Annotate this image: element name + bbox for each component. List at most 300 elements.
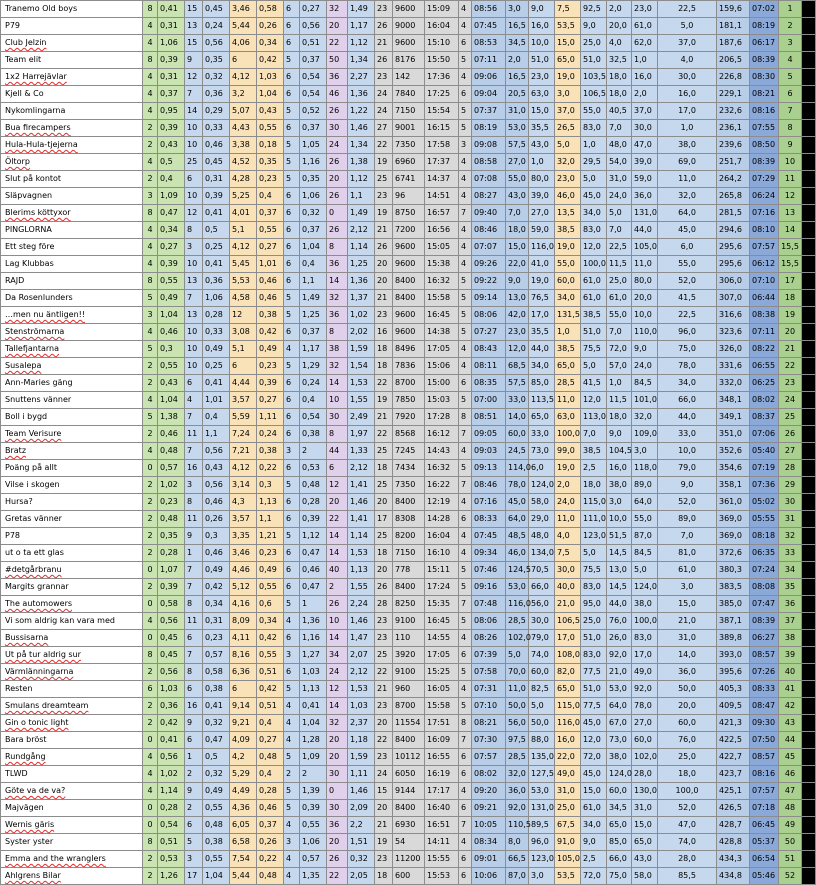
- value-cell[interactable]: 1,25: [300, 307, 327, 324]
- value-cell[interactable]: 1,46: [348, 494, 375, 511]
- value-cell[interactable]: 7,5: [555, 545, 581, 562]
- value-cell[interactable]: 11554: [393, 715, 425, 732]
- value-cell[interactable]: 6: [459, 800, 472, 817]
- rank-cell[interactable]: 21: [779, 341, 802, 358]
- value-cell[interactable]: 15:35: [425, 596, 459, 613]
- value-cell[interactable]: 44,0: [529, 341, 555, 358]
- rank-cell[interactable]: 32: [779, 528, 802, 545]
- value-cell[interactable]: 36: [327, 256, 348, 273]
- value-cell[interactable]: 36: [327, 69, 348, 86]
- rank-cell[interactable]: 45: [779, 749, 802, 766]
- value-cell[interactable]: 4,58: [230, 290, 257, 307]
- value-cell[interactable]: 08:19: [750, 18, 779, 35]
- value-cell[interactable]: 1,18: [348, 732, 375, 749]
- team-name-cell[interactable]: Poäng på allt: [1, 460, 143, 477]
- value-cell[interactable]: 18: [375, 358, 393, 375]
- value-cell[interactable]: 15: [375, 783, 393, 800]
- value-cell[interactable]: 50: [327, 52, 348, 69]
- value-cell[interactable]: 18,0: [607, 69, 632, 86]
- value-cell[interactable]: 36: [327, 307, 348, 324]
- value-cell[interactable]: 16:04: [425, 18, 459, 35]
- value-cell[interactable]: 142: [393, 69, 425, 86]
- value-cell[interactable]: 9: [185, 528, 203, 545]
- value-cell[interactable]: 26: [375, 52, 393, 69]
- value-cell[interactable]: 31,0: [658, 630, 717, 647]
- value-cell[interactable]: 0,45: [203, 1, 230, 18]
- value-cell[interactable]: 2,07: [348, 647, 375, 664]
- value-cell[interactable]: 32,0: [632, 409, 658, 426]
- value-cell[interactable]: 5,0: [529, 698, 555, 715]
- value-cell[interactable]: 37,0: [658, 35, 717, 52]
- team-name-cell[interactable]: ut o ta ett glas: [1, 545, 143, 562]
- value-cell[interactable]: 47,0: [658, 817, 717, 834]
- value-cell[interactable]: 43,0: [506, 188, 529, 205]
- value-cell[interactable]: 45,0: [581, 188, 607, 205]
- value-cell[interactable]: 12: [327, 681, 348, 698]
- value-cell[interactable]: 6: [284, 1, 300, 18]
- value-cell[interactable]: 0,22: [257, 851, 284, 868]
- value-cell[interactable]: 0,46: [203, 494, 230, 511]
- value-cell[interactable]: 55,0: [555, 256, 581, 273]
- value-cell[interactable]: 1,29: [300, 358, 327, 375]
- team-name-cell[interactable]: Majvägen: [1, 800, 143, 817]
- value-cell[interactable]: 11,0: [632, 256, 658, 273]
- team-name-cell[interactable]: Wernis gäris: [1, 817, 143, 834]
- value-cell[interactable]: 50,0: [529, 715, 555, 732]
- value-cell[interactable]: 56,0: [506, 715, 529, 732]
- value-cell[interactable]: 15:58: [425, 698, 459, 715]
- value-cell[interactable]: 0,18: [257, 137, 284, 154]
- rank-cell[interactable]: 18: [779, 290, 802, 307]
- value-cell[interactable]: [802, 154, 816, 171]
- value-cell[interactable]: 0,33: [203, 120, 230, 137]
- value-cell[interactable]: 15,0: [581, 783, 607, 800]
- value-cell[interactable]: 2,2: [348, 817, 375, 834]
- value-cell[interactable]: 4: [143, 18, 158, 35]
- value-cell[interactable]: 3,0: [529, 868, 555, 885]
- rank-cell[interactable]: 44: [779, 732, 802, 749]
- value-cell[interactable]: 0,51: [300, 35, 327, 52]
- value-cell[interactable]: 0,41: [203, 205, 230, 222]
- value-cell[interactable]: 130,0: [632, 783, 658, 800]
- value-cell[interactable]: 82,5: [529, 681, 555, 698]
- value-cell[interactable]: 1,03: [158, 681, 185, 698]
- value-cell[interactable]: 1,49: [300, 290, 327, 307]
- value-cell[interactable]: 16:19: [425, 766, 459, 783]
- rank-cell[interactable]: 40: [779, 664, 802, 681]
- value-cell[interactable]: 76,0: [607, 613, 632, 630]
- value-cell[interactable]: 123,0: [581, 528, 607, 545]
- value-cell[interactable]: 111,0: [581, 511, 607, 528]
- value-cell[interactable]: 57,5: [506, 375, 529, 392]
- value-cell[interactable]: 0,58: [158, 596, 185, 613]
- value-cell[interactable]: 0,54: [300, 86, 327, 103]
- value-cell[interactable]: 0,48: [158, 511, 185, 528]
- value-cell[interactable]: 30: [327, 409, 348, 426]
- team-name-cell[interactable]: Vilse i skogen: [1, 477, 143, 494]
- value-cell[interactable]: 0,58: [203, 664, 230, 681]
- value-cell[interactable]: 187,6: [717, 35, 750, 52]
- value-cell[interactable]: 44,0: [632, 222, 658, 239]
- value-cell[interactable]: 12: [185, 205, 203, 222]
- value-cell[interactable]: 778: [393, 562, 425, 579]
- value-cell[interactable]: 21,0: [607, 664, 632, 681]
- team-name-cell[interactable]: Hula-Hula-tjejerna: [1, 137, 143, 154]
- value-cell[interactable]: 40,0: [555, 579, 581, 596]
- team-name-cell[interactable]: Tranemo Old boys: [1, 1, 143, 18]
- value-cell[interactable]: 65,0: [607, 817, 632, 834]
- value-cell[interactable]: [802, 732, 816, 749]
- value-cell[interactable]: 34,0: [581, 817, 607, 834]
- value-cell[interactable]: 6: [284, 188, 300, 205]
- value-cell[interactable]: 110,0: [632, 324, 658, 341]
- value-cell[interactable]: [802, 86, 816, 103]
- value-cell[interactable]: 0,27: [257, 732, 284, 749]
- value-cell[interactable]: 40,5: [607, 103, 632, 120]
- value-cell[interactable]: 0,51: [158, 834, 185, 851]
- value-cell[interactable]: 16,5: [506, 18, 529, 35]
- value-cell[interactable]: 0,4: [203, 409, 230, 426]
- value-cell[interactable]: 0,51: [257, 664, 284, 681]
- value-cell[interactable]: 5: [459, 103, 472, 120]
- value-cell[interactable]: 05:40: [750, 443, 779, 460]
- value-cell[interactable]: [802, 307, 816, 324]
- value-cell[interactable]: 17:36: [425, 69, 459, 86]
- value-cell[interactable]: 4: [459, 358, 472, 375]
- value-cell[interactable]: 0,42: [257, 630, 284, 647]
- value-cell[interactable]: 08:22: [750, 341, 779, 358]
- value-cell[interactable]: 1,36: [300, 613, 327, 630]
- value-cell[interactable]: 2: [143, 477, 158, 494]
- value-cell[interactable]: 2,37: [348, 715, 375, 732]
- value-cell[interactable]: 96: [393, 188, 425, 205]
- value-cell[interactable]: 4: [143, 613, 158, 630]
- value-cell[interactable]: 7200: [393, 222, 425, 239]
- value-cell[interactable]: 348,1: [717, 392, 750, 409]
- value-cell[interactable]: 6050: [393, 766, 425, 783]
- rank-cell[interactable]: 15,5: [779, 239, 802, 256]
- value-cell[interactable]: 23: [375, 851, 393, 868]
- value-cell[interactable]: 0,27: [257, 239, 284, 256]
- value-cell[interactable]: 0,28: [300, 494, 327, 511]
- value-cell[interactable]: 1,41: [348, 477, 375, 494]
- value-cell[interactable]: 1,0: [581, 137, 607, 154]
- value-cell[interactable]: 45,0: [506, 494, 529, 511]
- value-cell[interactable]: 6: [284, 324, 300, 341]
- value-cell[interactable]: 14: [327, 545, 348, 562]
- value-cell[interactable]: 5,25: [230, 188, 257, 205]
- value-cell[interactable]: 5: [284, 528, 300, 545]
- value-cell[interactable]: 1,54: [348, 358, 375, 375]
- value-cell[interactable]: 0,39: [300, 511, 327, 528]
- value-cell[interactable]: 21: [375, 290, 393, 307]
- value-cell[interactable]: 14:51: [425, 188, 459, 205]
- value-cell[interactable]: 294,6: [717, 222, 750, 239]
- value-cell[interactable]: 6: [284, 426, 300, 443]
- value-cell[interactable]: 32: [327, 715, 348, 732]
- value-cell[interactable]: 09:30: [750, 715, 779, 732]
- value-cell[interactable]: 3,14: [230, 477, 257, 494]
- value-cell[interactable]: [802, 868, 816, 885]
- value-cell[interactable]: 07:57: [472, 749, 506, 766]
- value-cell[interactable]: 3: [459, 137, 472, 154]
- value-cell[interactable]: 8400: [393, 800, 425, 817]
- value-cell[interactable]: 05:37: [750, 834, 779, 851]
- value-cell[interactable]: 0,42: [257, 324, 284, 341]
- value-cell[interactable]: 1,12: [348, 35, 375, 52]
- value-cell[interactable]: 7836: [393, 358, 425, 375]
- value-cell[interactable]: 26: [327, 188, 348, 205]
- value-cell[interactable]: 65,0: [555, 52, 581, 69]
- value-cell[interactable]: 28: [375, 596, 393, 613]
- value-cell[interactable]: 4: [459, 834, 472, 851]
- value-cell[interactable]: 4,06: [230, 35, 257, 52]
- value-cell[interactable]: [802, 562, 816, 579]
- value-cell[interactable]: 1,47: [348, 630, 375, 647]
- value-cell[interactable]: 1,51: [348, 834, 375, 851]
- value-cell[interactable]: 19: [375, 834, 393, 851]
- value-cell[interactable]: 1,39: [300, 783, 327, 800]
- value-cell[interactable]: 600: [393, 868, 425, 885]
- value-cell[interactable]: 61,0: [581, 273, 607, 290]
- value-cell[interactable]: 18: [375, 341, 393, 358]
- value-cell[interactable]: 6: [459, 375, 472, 392]
- value-cell[interactable]: 5: [284, 171, 300, 188]
- value-cell[interactable]: 9100: [393, 613, 425, 630]
- value-cell[interactable]: 0: [143, 562, 158, 579]
- value-cell[interactable]: 9: [185, 783, 203, 800]
- value-cell[interactable]: 0,29: [203, 103, 230, 120]
- value-cell[interactable]: 19: [375, 205, 393, 222]
- value-cell[interactable]: 89,5: [529, 817, 555, 834]
- value-cell[interactable]: 7150: [393, 103, 425, 120]
- value-cell[interactable]: 6: [230, 52, 257, 69]
- value-cell[interactable]: 6: [284, 409, 300, 426]
- value-cell[interactable]: 07:55: [750, 120, 779, 137]
- value-cell[interactable]: [802, 239, 816, 256]
- value-cell[interactable]: 6: [284, 18, 300, 35]
- value-cell[interactable]: 91,0: [555, 834, 581, 851]
- team-name-cell[interactable]: The automowers: [1, 596, 143, 613]
- value-cell[interactable]: 6: [284, 545, 300, 562]
- value-cell[interactable]: 0,52: [300, 103, 327, 120]
- value-cell[interactable]: 100,0: [581, 256, 607, 273]
- value-cell[interactable]: 425,1: [717, 783, 750, 800]
- value-cell[interactable]: 7,24: [230, 426, 257, 443]
- value-cell[interactable]: 60,0: [555, 273, 581, 290]
- value-cell[interactable]: 1: [185, 749, 203, 766]
- value-cell[interactable]: 6: [284, 511, 300, 528]
- value-cell[interactable]: [802, 18, 816, 35]
- value-cell[interactable]: 66,0: [607, 851, 632, 868]
- value-cell[interactable]: 87,0: [632, 528, 658, 545]
- value-cell[interactable]: 16:56: [425, 222, 459, 239]
- rank-cell[interactable]: 49: [779, 817, 802, 834]
- value-cell[interactable]: [802, 188, 816, 205]
- value-cell[interactable]: 16:45: [425, 307, 459, 324]
- value-cell[interactable]: 50,0: [658, 681, 717, 698]
- value-cell[interactable]: 60,0: [632, 732, 658, 749]
- value-cell[interactable]: 6: [459, 851, 472, 868]
- value-cell[interactable]: 19,0: [555, 460, 581, 477]
- rank-cell[interactable]: 31: [779, 511, 802, 528]
- value-cell[interactable]: [802, 664, 816, 681]
- value-cell[interactable]: 08:33: [472, 511, 506, 528]
- value-cell[interactable]: 14: [327, 528, 348, 545]
- value-cell[interactable]: 6: [284, 273, 300, 290]
- value-cell[interactable]: 331,6: [717, 358, 750, 375]
- value-cell[interactable]: 29,5: [581, 154, 607, 171]
- value-cell[interactable]: 08:46: [472, 222, 506, 239]
- value-cell[interactable]: 4,43: [230, 120, 257, 137]
- value-cell[interactable]: 09:21: [472, 800, 506, 817]
- value-cell[interactable]: 22,5: [607, 239, 632, 256]
- value-cell[interactable]: 0,34: [257, 613, 284, 630]
- value-cell[interactable]: 4,09: [230, 732, 257, 749]
- value-cell[interactable]: 11,5: [607, 392, 632, 409]
- value-cell[interactable]: 383,5: [717, 579, 750, 596]
- value-cell[interactable]: 422,5: [717, 732, 750, 749]
- value-cell[interactable]: 108,0: [555, 647, 581, 664]
- value-cell[interactable]: 07:50: [750, 732, 779, 749]
- value-cell[interactable]: 106,5: [555, 613, 581, 630]
- value-cell[interactable]: 14: [327, 273, 348, 290]
- value-cell[interactable]: 47,0: [632, 137, 658, 154]
- value-cell[interactable]: 5,0: [581, 545, 607, 562]
- value-cell[interactable]: 25,0: [581, 613, 607, 630]
- rank-cell[interactable]: 9: [779, 137, 802, 154]
- team-name-cell[interactable]: Resten: [1, 681, 143, 698]
- value-cell[interactable]: 22: [327, 868, 348, 885]
- value-cell[interactable]: 1,53: [348, 681, 375, 698]
- value-cell[interactable]: 0: [327, 783, 348, 800]
- value-cell[interactable]: 27,0: [529, 205, 555, 222]
- team-name-cell[interactable]: …men nu äntligen!!: [1, 307, 143, 324]
- value-cell[interactable]: 4: [459, 222, 472, 239]
- value-cell[interactable]: 80,0: [529, 171, 555, 188]
- value-cell[interactable]: [802, 120, 816, 137]
- value-cell[interactable]: 09:14: [472, 290, 506, 307]
- value-cell[interactable]: 61,0: [581, 800, 607, 817]
- value-cell[interactable]: 110,5: [506, 817, 529, 834]
- value-cell[interactable]: 2,0: [607, 1, 632, 18]
- rank-cell[interactable]: 23: [779, 375, 802, 392]
- value-cell[interactable]: 08:39: [750, 154, 779, 171]
- value-cell[interactable]: 0,25: [203, 239, 230, 256]
- value-cell[interactable]: 09:20: [472, 783, 506, 800]
- value-cell[interactable]: 4: [459, 188, 472, 205]
- value-cell[interactable]: 31,0: [555, 783, 581, 800]
- value-cell[interactable]: 23,0: [555, 171, 581, 188]
- value-cell[interactable]: 0,48: [300, 477, 327, 494]
- value-cell[interactable]: 1,59: [348, 749, 375, 766]
- value-cell[interactable]: 1: [300, 596, 327, 613]
- value-cell[interactable]: 0,23: [203, 630, 230, 647]
- value-cell[interactable]: 0,56: [203, 35, 230, 52]
- value-cell[interactable]: 358,1: [717, 477, 750, 494]
- value-cell[interactable]: 7840: [393, 86, 425, 103]
- value-cell[interactable]: [802, 460, 816, 477]
- value-cell[interactable]: [802, 103, 816, 120]
- value-cell[interactable]: 0,55: [257, 120, 284, 137]
- rank-cell[interactable]: 39: [779, 647, 802, 664]
- value-cell[interactable]: 46,0: [506, 545, 529, 562]
- value-cell[interactable]: 24,0: [632, 358, 658, 375]
- value-cell[interactable]: 380,3: [717, 562, 750, 579]
- value-cell[interactable]: 11,0: [506, 681, 529, 698]
- value-cell[interactable]: 2,27: [348, 69, 375, 86]
- value-cell[interactable]: 1,09: [158, 188, 185, 205]
- value-cell[interactable]: 9,14: [230, 698, 257, 715]
- rank-cell[interactable]: 27: [779, 443, 802, 460]
- value-cell[interactable]: 23: [375, 188, 393, 205]
- value-cell[interactable]: 6: [459, 868, 472, 885]
- value-cell[interactable]: 07:08: [472, 171, 506, 188]
- rank-cell[interactable]: 1: [779, 1, 802, 18]
- value-cell[interactable]: 5: [284, 307, 300, 324]
- value-cell[interactable]: 0,46: [300, 562, 327, 579]
- team-name-cell[interactable]: RAJD: [1, 273, 143, 290]
- value-cell[interactable]: 60,0: [529, 664, 555, 681]
- value-cell[interactable]: 82,0: [555, 664, 581, 681]
- value-cell[interactable]: 22,5: [658, 1, 717, 18]
- value-cell[interactable]: 1,04: [300, 239, 327, 256]
- value-cell[interactable]: 4: [459, 256, 472, 273]
- value-cell[interactable]: 0,5: [158, 154, 185, 171]
- value-cell[interactable]: 1,01: [257, 256, 284, 273]
- value-cell[interactable]: 124,0: [529, 477, 555, 494]
- value-cell[interactable]: 33,0: [658, 426, 717, 443]
- value-cell[interactable]: 265,8: [717, 188, 750, 205]
- value-cell[interactable]: 78,0: [632, 698, 658, 715]
- rank-cell[interactable]: 52: [779, 868, 802, 885]
- value-cell[interactable]: 14:37: [425, 171, 459, 188]
- value-cell[interactable]: 6: [284, 664, 300, 681]
- value-cell[interactable]: 6: [459, 766, 472, 783]
- value-cell[interactable]: 10: [185, 188, 203, 205]
- team-name-cell[interactable]: Slut på kontot: [1, 171, 143, 188]
- value-cell[interactable]: 55,0: [607, 307, 632, 324]
- value-cell[interactable]: 10,0: [658, 443, 717, 460]
- value-cell[interactable]: 6,0: [529, 460, 555, 477]
- value-cell[interactable]: 1,03: [300, 664, 327, 681]
- value-cell[interactable]: 2,5: [581, 851, 607, 868]
- value-cell[interactable]: 2,24: [348, 596, 375, 613]
- value-cell[interactable]: 42,0: [506, 307, 529, 324]
- value-cell[interactable]: 18: [375, 868, 393, 885]
- value-cell[interactable]: 3: [284, 443, 300, 460]
- value-cell[interactable]: 65,0: [555, 681, 581, 698]
- value-cell[interactable]: 226,8: [717, 69, 750, 86]
- value-cell[interactable]: 1,06: [300, 188, 327, 205]
- value-cell[interactable]: 434,3: [717, 851, 750, 868]
- value-cell[interactable]: 7434: [393, 460, 425, 477]
- value-cell[interactable]: 105,0: [632, 239, 658, 256]
- value-cell[interactable]: 51,0: [581, 324, 607, 341]
- value-cell[interactable]: 08:11: [472, 358, 506, 375]
- value-cell[interactable]: 20: [375, 715, 393, 732]
- value-cell[interactable]: 5,59: [230, 409, 257, 426]
- value-cell[interactable]: 295,6: [717, 239, 750, 256]
- value-cell[interactable]: 3,57: [230, 392, 257, 409]
- value-cell[interactable]: 1,17: [300, 341, 327, 358]
- value-cell[interactable]: 4: [143, 69, 158, 86]
- value-cell[interactable]: 5,0: [632, 562, 658, 579]
- value-cell[interactable]: 16,0: [658, 86, 717, 103]
- value-cell[interactable]: 3,0: [555, 86, 581, 103]
- value-cell[interactable]: 08:33: [750, 681, 779, 698]
- value-cell[interactable]: 51,0: [529, 52, 555, 69]
